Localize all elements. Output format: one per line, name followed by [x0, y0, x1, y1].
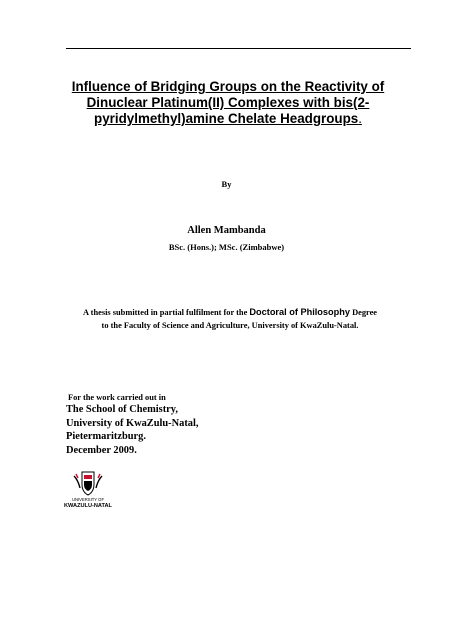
university-logo: [60, 470, 116, 508]
thesis-title: [60, 79, 396, 127]
thesis-degree: Doctoral of Philosophy: [249, 307, 350, 317]
author-name: Allen Mambanda: [187, 225, 266, 236]
title-line-1: Influence of Bridging Groups on the Reactivity of: [71, 79, 385, 94]
shield-icon: [74, 472, 102, 495]
thesis-line-2: to the Faculty of Science and Agriculture, University of KwaZulu-Natal.: [101, 321, 359, 330]
thesis-statement: [30, 306, 430, 332]
work-block: [66, 392, 366, 457]
work-line-date: December 2009.: [66, 444, 137, 456]
title-line-3: [60, 111, 396, 127]
thesis-line-1: [30, 306, 430, 319]
thesis-part-2: Degree: [352, 308, 378, 317]
work-line-university: University of KwaZulu-Natal,: [66, 417, 199, 429]
author-degrees: BSc. (Hons.); MSc. (Zimbabwe): [168, 242, 285, 252]
work-line-city: Pietermaritzburg.: [66, 431, 146, 442]
thesis-part-1: A thesis submitted in partial fulfilment for the: [82, 308, 248, 317]
logo-text-line-1: UNIVERSITY OF: [71, 497, 105, 502]
title-line-2: Dinuclear Platinum(II) Complexes with bis(2-: [86, 95, 370, 110]
logo-text-line-2: KWAZULU-NATAL: [64, 503, 112, 508]
title-line-3-text: pyridylmethyl)amine Chelate Headgroups: [94, 111, 359, 126]
work-intro: For the work carried out in: [68, 393, 166, 402]
title-period: .: [358, 111, 362, 126]
by-label: By: [221, 179, 232, 189]
top-rule: [66, 48, 411, 49]
work-line-school: The School of Chemistry,: [66, 404, 178, 415]
